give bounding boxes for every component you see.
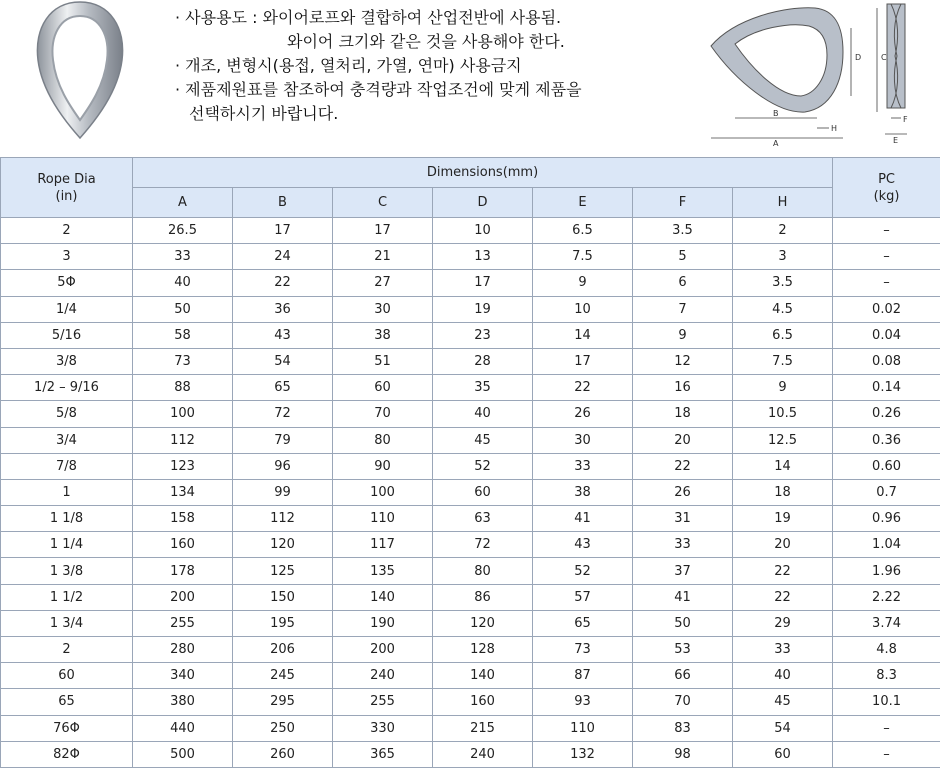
cell-c: 51 [333, 348, 433, 374]
cell-f: 7 [633, 296, 733, 322]
cell-c: 140 [333, 584, 433, 610]
cell-c: 38 [333, 322, 433, 348]
cell-rope-dia: 2 [1, 218, 133, 244]
header-dim-b: B [233, 188, 333, 218]
cell-b: 195 [233, 610, 333, 636]
cell-f: 37 [633, 558, 733, 584]
cell-e: 26 [533, 401, 633, 427]
cell-f: 53 [633, 637, 733, 663]
cell-c: 80 [333, 427, 433, 453]
cell-h: 18 [733, 479, 833, 505]
cell-e: 17 [533, 348, 633, 374]
table-row [1, 741, 940, 767]
cell-b: 260 [233, 741, 333, 767]
cell-rope-dia: 1 1/8 [1, 506, 133, 532]
table-row [1, 375, 940, 401]
cell-d: 52 [433, 453, 533, 479]
cell-pc: 1.96 [833, 558, 940, 584]
cell-b: 96 [233, 453, 333, 479]
cell-b: 65 [233, 375, 333, 401]
cell-a: 33 [133, 244, 233, 270]
cell-pc: – [833, 244, 940, 270]
cell-h: 22 [733, 584, 833, 610]
cell-b: 295 [233, 689, 333, 715]
cell-e: 132 [533, 741, 633, 767]
cell-rope-dia: 1 1/2 [1, 584, 133, 610]
table-row [1, 506, 940, 532]
cell-pc: 0.14 [833, 375, 940, 401]
cell-d: 128 [433, 637, 533, 663]
cell-d: 45 [433, 427, 533, 453]
cell-c: 255 [333, 689, 433, 715]
cell-h: 19 [733, 506, 833, 532]
cell-rope-dia: 3/8 [1, 348, 133, 374]
table-row [1, 689, 940, 715]
cell-h: 20 [733, 532, 833, 558]
cell-rope-dia: 5Φ [1, 270, 133, 296]
cell-d: 10 [433, 218, 533, 244]
cell-d: 120 [433, 610, 533, 636]
cell-e: 22 [533, 375, 633, 401]
cell-b: 99 [233, 479, 333, 505]
cell-b: 250 [233, 715, 333, 741]
cell-a: 134 [133, 479, 233, 505]
cell-rope-dia: 60 [1, 663, 133, 689]
table-row [1, 296, 940, 322]
cell-e: 87 [533, 663, 633, 689]
cell-a: 158 [133, 506, 233, 532]
cell-d: 160 [433, 689, 533, 715]
table-row [1, 663, 940, 689]
label-d: D [855, 53, 862, 62]
cell-rope-dia: 1 3/4 [1, 610, 133, 636]
cell-rope-dia: 65 [1, 689, 133, 715]
note-prohibit: · 개조, 변형시(용접, 열처리, 가열, 연마) 사용금지 [175, 56, 522, 75]
cell-b: 43 [233, 322, 333, 348]
cell-pc: – [833, 270, 940, 296]
cell-b: 120 [233, 532, 333, 558]
cell-e: 14 [533, 322, 633, 348]
cell-f: 66 [633, 663, 733, 689]
cell-f: 3.5 [633, 218, 733, 244]
table-row [1, 348, 940, 374]
cell-e: 52 [533, 558, 633, 584]
cell-h: 10.5 [733, 401, 833, 427]
cell-a: 26.5 [133, 218, 233, 244]
cell-c: 90 [333, 453, 433, 479]
cell-b: 22 [233, 270, 333, 296]
cell-h: 14 [733, 453, 833, 479]
cell-b: 54 [233, 348, 333, 374]
cell-a: 440 [133, 715, 233, 741]
cell-h: 29 [733, 610, 833, 636]
cell-rope-dia: 3 [1, 244, 133, 270]
table-row [1, 532, 940, 558]
cell-pc: 0.08 [833, 348, 940, 374]
cell-pc: 0.36 [833, 427, 940, 453]
cell-e: 73 [533, 637, 633, 663]
label-b: B [773, 109, 779, 118]
label-c: C [881, 53, 887, 62]
cell-h: 45 [733, 689, 833, 715]
cell-h: 33 [733, 637, 833, 663]
cell-a: 178 [133, 558, 233, 584]
cell-f: 20 [633, 427, 733, 453]
cell-h: 3.5 [733, 270, 833, 296]
cell-h: 60 [733, 741, 833, 767]
cell-f: 18 [633, 401, 733, 427]
label-a: A [773, 139, 779, 148]
cell-f: 16 [633, 375, 733, 401]
cell-e: 6.5 [533, 218, 633, 244]
table-row [1, 610, 940, 636]
cell-rope-dia: 1 [1, 479, 133, 505]
cell-d: 240 [433, 741, 533, 767]
cell-b: 150 [233, 584, 333, 610]
cell-e: 38 [533, 479, 633, 505]
cell-d: 86 [433, 584, 533, 610]
table-row [1, 270, 940, 296]
cell-b: 72 [233, 401, 333, 427]
cell-pc: 10.1 [833, 689, 940, 715]
cell-b: 24 [233, 244, 333, 270]
cell-rope-dia: 7/8 [1, 453, 133, 479]
header-dim-h: H [733, 188, 833, 218]
cell-h: 2 [733, 218, 833, 244]
cell-f: 12 [633, 348, 733, 374]
cell-b: 112 [233, 506, 333, 532]
note-select-continued: 선택하시기 바랍니다. [189, 104, 339, 123]
cell-pc: – [833, 715, 940, 741]
cell-c: 70 [333, 401, 433, 427]
cell-pc: 0.02 [833, 296, 940, 322]
cell-c: 60 [333, 375, 433, 401]
cell-e: 65 [533, 610, 633, 636]
cell-pc: 0.26 [833, 401, 940, 427]
note-usage: · 사용용도 : 와이어로프와 결합하여 산업전반에 사용됨. [175, 8, 562, 27]
header-dim-a: A [133, 188, 233, 218]
label-h: H [831, 124, 838, 133]
cell-e: 57 [533, 584, 633, 610]
thimble-photo [30, 0, 130, 140]
cell-h: 9 [733, 375, 833, 401]
cell-pc: 1.04 [833, 532, 940, 558]
cell-a: 50 [133, 296, 233, 322]
cell-h: 12.5 [733, 427, 833, 453]
table-row [1, 401, 940, 427]
cell-a: 88 [133, 375, 233, 401]
table-row [1, 427, 940, 453]
note-usage-continued: 와이어 크기와 같은 것을 사용해야 한다. [287, 32, 565, 51]
cell-pc: 0.96 [833, 506, 940, 532]
cell-e: 41 [533, 506, 633, 532]
cell-rope-dia: 5/8 [1, 401, 133, 427]
cell-pc: 8.3 [833, 663, 940, 689]
cell-h: 40 [733, 663, 833, 689]
cell-b: 79 [233, 427, 333, 453]
usage-notes [175, 6, 695, 126]
cell-h: 4.5 [733, 296, 833, 322]
cell-b: 125 [233, 558, 333, 584]
cell-b: 36 [233, 296, 333, 322]
note-select: · 제품제원표를 참조하여 충격량과 작업조건에 맞게 제품을 [175, 80, 582, 99]
cell-e: 43 [533, 532, 633, 558]
cell-e: 93 [533, 689, 633, 715]
cell-e: 33 [533, 453, 633, 479]
cell-b: 245 [233, 663, 333, 689]
cell-pc: – [833, 218, 940, 244]
cell-d: 13 [433, 244, 533, 270]
cell-b: 17 [233, 218, 333, 244]
cell-f: 26 [633, 479, 733, 505]
cell-e: 30 [533, 427, 633, 453]
cell-c: 135 [333, 558, 433, 584]
cell-f: 70 [633, 689, 733, 715]
cell-pc: 4.8 [833, 637, 940, 663]
cell-rope-dia: 2 [1, 637, 133, 663]
cell-c: 30 [333, 296, 433, 322]
cell-e: 10 [533, 296, 633, 322]
cell-a: 340 [133, 663, 233, 689]
cell-a: 255 [133, 610, 233, 636]
dimension-subheaders [1, 188, 940, 218]
cell-c: 240 [333, 663, 433, 689]
cell-c: 110 [333, 506, 433, 532]
cell-rope-dia: 76Φ [1, 715, 133, 741]
cell-a: 73 [133, 348, 233, 374]
cell-d: 35 [433, 375, 533, 401]
cell-f: 98 [633, 741, 733, 767]
label-e: E [893, 136, 899, 145]
cell-c: 21 [333, 244, 433, 270]
header-dim-d: D [433, 188, 533, 218]
cell-h: 22 [733, 558, 833, 584]
table-body [1, 218, 940, 768]
table-row [1, 322, 940, 348]
cell-a: 58 [133, 322, 233, 348]
cell-f: 5 [633, 244, 733, 270]
cell-c: 200 [333, 637, 433, 663]
cell-pc: 0.7 [833, 479, 940, 505]
cell-h: 3 [733, 244, 833, 270]
cell-a: 160 [133, 532, 233, 558]
cell-rope-dia: 3/4 [1, 427, 133, 453]
header-dimensions: Dimensions(mm) [133, 158, 833, 188]
cell-a: 123 [133, 453, 233, 479]
cell-f: 22 [633, 453, 733, 479]
cell-d: 40 [433, 401, 533, 427]
cell-pc: 0.04 [833, 322, 940, 348]
cell-f: 9 [633, 322, 733, 348]
cell-e: 7.5 [533, 244, 633, 270]
cell-d: 17 [433, 270, 533, 296]
table-row [1, 584, 940, 610]
cell-f: 6 [633, 270, 733, 296]
table-row [1, 244, 940, 270]
header-section [0, 0, 940, 155]
table-row [1, 715, 940, 741]
cell-h: 54 [733, 715, 833, 741]
dimensions-table [0, 157, 940, 768]
cell-d: 63 [433, 506, 533, 532]
cell-pc: 3.74 [833, 610, 940, 636]
cell-f: 50 [633, 610, 733, 636]
label-f: F [903, 115, 908, 124]
header-dim-e: E [533, 188, 633, 218]
cell-c: 190 [333, 610, 433, 636]
cell-d: 80 [433, 558, 533, 584]
cell-c: 117 [333, 532, 433, 558]
cell-pc: 0.60 [833, 453, 940, 479]
cell-a: 200 [133, 584, 233, 610]
cell-d: 23 [433, 322, 533, 348]
cell-rope-dia: 82Φ [1, 741, 133, 767]
cell-e: 9 [533, 270, 633, 296]
cell-f: 33 [633, 532, 733, 558]
cell-a: 500 [133, 741, 233, 767]
cell-c: 365 [333, 741, 433, 767]
cell-c: 330 [333, 715, 433, 741]
cell-d: 140 [433, 663, 533, 689]
cell-f: 31 [633, 506, 733, 532]
cell-pc: 2.22 [833, 584, 940, 610]
cell-h: 6.5 [733, 322, 833, 348]
dimension-diagram [705, 0, 940, 150]
cell-c: 27 [333, 270, 433, 296]
cell-rope-dia: 1 1/4 [1, 532, 133, 558]
cell-d: 72 [433, 532, 533, 558]
table-row [1, 453, 940, 479]
cell-f: 41 [633, 584, 733, 610]
cell-a: 112 [133, 427, 233, 453]
table-row [1, 218, 940, 244]
cell-rope-dia: 1 3/8 [1, 558, 133, 584]
cell-e: 110 [533, 715, 633, 741]
cell-rope-dia: 5/16 [1, 322, 133, 348]
cell-d: 19 [433, 296, 533, 322]
cell-h: 7.5 [733, 348, 833, 374]
cell-d: 28 [433, 348, 533, 374]
cell-a: 280 [133, 637, 233, 663]
table-row [1, 558, 940, 584]
cell-a: 100 [133, 401, 233, 427]
header-rope-dia: Rope Dia (in) [1, 158, 133, 218]
cell-f: 83 [633, 715, 733, 741]
cell-b: 206 [233, 637, 333, 663]
cell-d: 215 [433, 715, 533, 741]
cell-c: 100 [333, 479, 433, 505]
header-pc: PC (kg) [833, 158, 940, 218]
cell-rope-dia: 1/4 [1, 296, 133, 322]
cell-a: 40 [133, 270, 233, 296]
cell-a: 380 [133, 689, 233, 715]
header-dim-c: C [333, 188, 433, 218]
cell-pc: – [833, 741, 940, 767]
table-row [1, 637, 940, 663]
table-row [1, 479, 940, 505]
cell-rope-dia: 1/2 – 9/16 [1, 375, 133, 401]
cell-c: 17 [333, 218, 433, 244]
cell-d: 60 [433, 479, 533, 505]
header-dim-f: F [633, 188, 733, 218]
